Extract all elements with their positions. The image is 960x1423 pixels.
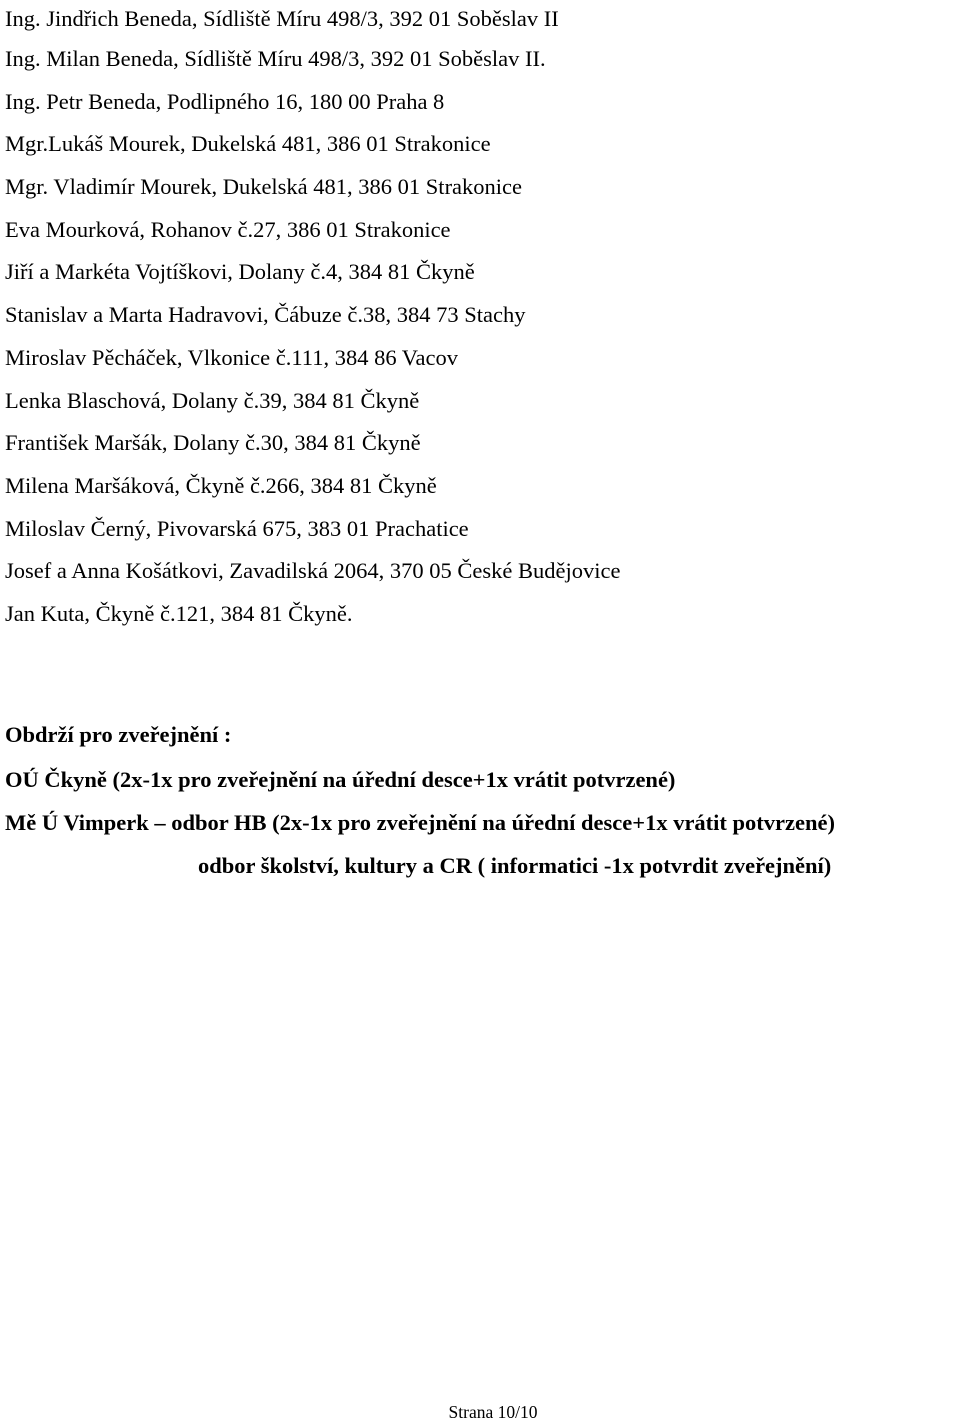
recipient-list bbox=[5, 0, 955, 636]
recipient-line: Mgr.Lukáš Mourek, Dukelská 481, 386 01 Strakonice bbox=[5, 131, 491, 157]
notice-heading: Obdrží pro zveřejnění : bbox=[5, 722, 232, 747]
recipient-line: Miloslav Černý, Pivovarská 675, 383 01 Prachatice bbox=[5, 515, 469, 541]
recipient-line: Stanislav a Marta Hadravovi, Čábuze č.38, 384 73 Stachy bbox=[5, 302, 526, 328]
notice-line-municipality: OÚ Čkyně (2x-1x pro zveřejnění na úřední desce+1x vrátit potvrzené) bbox=[5, 767, 676, 792]
notice-line-vimperk: Mě Ú Vimperk – odbor HB (2x-1x pro zveřejnění na úřední desce+1x vrátit potvrzené) bbox=[5, 810, 836, 835]
notice-line-education-dept: odbor školství, kultury a CR ( informatici -1x potvrdit zveřejnění) bbox=[198, 853, 832, 878]
recipient-line: Milena Maršáková, Čkyně č.266, 384 81 Čkyně bbox=[5, 472, 437, 498]
recipient-line: Ing. Milan Beneda, Sídliště Míru 498/3, 392 01 Soběslav II. bbox=[5, 46, 546, 71]
recipient-line: Lenka Blaschová, Dolany č.39, 384 81 Čkyně bbox=[5, 387, 420, 413]
recipient-line: František Maršák, Dolany č.30, 384 81 Čkyně bbox=[5, 430, 421, 456]
recipient-line: Eva Mourková, Rohanov č.27, 386 01 Strakonice bbox=[5, 216, 451, 242]
recipient-line: Jiří a Markéta Vojtíškovi, Dolany č.4, 384 81 Čkyně bbox=[5, 259, 475, 285]
recipient-line: Mgr. Vladimír Mourek, Dukelská 481, 386 01 Strakonice bbox=[5, 174, 523, 200]
recipient-line: Josef a Anna Košátkovi, Zavadilská 2064, 370 05 České Budějovice bbox=[5, 558, 621, 584]
recipient-line: Ing. Petr Beneda, Podlipného 16, 180 00 Praha 8 bbox=[5, 88, 445, 114]
recipient-line: Miroslav Pěcháček, Vlkonice č.111, 384 86 Vacov bbox=[5, 344, 459, 370]
recipient-line: Jan Kuta, Čkyně č.121, 384 81 Čkyně. bbox=[5, 600, 353, 626]
page-number: Strana 10/10 bbox=[448, 1402, 538, 1422]
publication-notice bbox=[5, 713, 960, 887]
recipient-line: Ing. Jindřich Beneda, Sídliště Míru 498/3, 392 01 Soběslav II bbox=[5, 6, 559, 31]
